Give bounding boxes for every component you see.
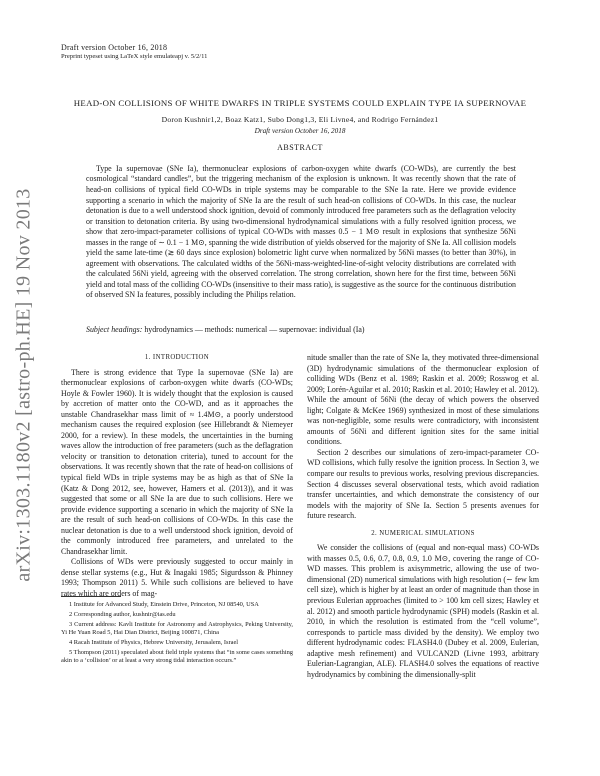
arxiv-stamp-text: arXiv:1303.1180v2 [astro-ph.HE] 19 Nov 2013 <box>12 188 35 582</box>
footnote: 3 Current address: Kavli Institute for Astronomy and Astrophysics, Peking University, Yi He Yuan Road 5, Hai Dian District, Beijing 100871, China <box>61 620 293 637</box>
author-list: Doron Kushnir1,2, Boaz Katz1, Subo Dong1,3, Eli Livne4, and Rodrigo Fernández1 <box>161 115 439 124</box>
intro-paragraph-3: nitude smaller than the rate of SNe Ia, they motivated three-dimensional (3D) hydrodynamic simulations of the thermonuclear explosion of colliding WDs (Benz et al. 1989; Raskin et al. 2009; Rosswog et al. 2009; Lorén-Aguilar et al. 2010; Raskin et al. 2010; Hawley et al. 2012). While the amount of 56Ni (the decay of which powers the observed light; Colgate & McKee 1969) synthesized in most of these simulations was non-negligible, some results were contradictory, with inconsistent amounts of 56Ni and different ignition sites for the same initial conditions. <box>307 353 539 447</box>
abstract-text: Type Ia supernovae (SNe Ia), thermonuclear explosions of carbon-oxygen white dwarfs (CO-WDs), are currently the best cosmological “standard candles”, but the triggering mechanism of the explosion is unknown. It was recently shown that the rate of head-on collisions of typical field CO-WDs in triple systems may be comparable to the SNe Ia rate. Here we provide evidence supporting a scenario in which the majority of SNe Ia are the result of such head-on collisions of CO-WDs. In this case, the nuclear detonation is due to a well understood shock ignition, devoid of commonly introduced free parameters such as the deflagration velocity or transition to detonation criteria. By using two-dimensional hydrodynamical simulations with a fully resolved ignition process, we show that zero-impact-parameter collisions of typical CO-WDs with masses 0.5 − 1 M⊙ result in explosions that synthesize 56Ni masses in the range of ∼ 0.1 − 1 M⊙, spanning the wide distribution of yields observed for the majority of SNe Ia. All collision models yield the same late-time (≳ 60 days since explosion) bolometric light curve when normalized by 56Ni masses (to better than 30%), in agreement with observations. The calculated widths of the 56Ni-mass-weighted-line-of-sight velocity distributions are correlated with the calculated 56Ni yield, agreeing with the observed correlation. The strong correlation, shown here for the first time, between 56Ni yield and total mass of the colliding CO-WDs (insensitive to their mass ratio), is suggestive as the source for the continuous distribution of observed SN Ia features, possibly including the Philips relation. <box>86 163 516 300</box>
subject-list: hydrodynamics — methods: numerical — supernovae: individual (Ia) <box>144 325 365 334</box>
section-1-heading: 1. INTRODUCTION <box>144 354 210 361</box>
footnote: 4 Racah Institute of Physics, Hebrew University, Jerusalem, Israel <box>69 639 239 647</box>
footnote: 2 Corresponding author, kushnir@ias.edu <box>69 610 176 618</box>
intro-paragraph-4: Section 2 describes our simulations of zero-impact-parameter CO-WD collisions, which fully resolve the ignition process. In Section 3, we compare our results to previous works, resolving previous discrepancies. Section 4 discusses several observational tests, which avoid radiation transfer uncertainties, and which demonstrate the consistency of our models with the majority of SNe Ia. Section 5 presents avenues for future research. <box>307 447 539 521</box>
section-2-heading: 2. NUMERICAL SIMULATIONS <box>371 529 475 537</box>
intro-paragraph-1: There is strong evidence that Type Ia supernovae (SNe Ia) are thermonuclear explosions of carbon-oxygen white dwarfs (CO-WDs; Hoyle & Fowler 1960). It is widely thought that the explosion is caused by accretion of matter onto the CO-WD, and as it approaches the unstable Chandrasekhar mass limit of ≈ 1.4M⊙, a poorly understood mechanism causes the required explosion (see Hillebrandt & Niemeyer 2000, for a review). In these models, the uncertainties in the burning waves allow the introduction of free parameters (such as the deflagration velocity or transition to detonation criteria), tuned to account for the observations. It was recently shown that the rate of head-on collisions of typical field WDs in triple systems may be as high as that of SNe Ia (Katz & Dong 2012, see, however, Hamers et al. (2013)), and it was suggested that some or all SNe Ia are due to such collisions. Here we provide evidence supporting a scenario in which the majority of SNe Ia are the result of such head-on collisions of CO-WDs. In this case the nuclear detonation is due to a well understood shock ignition, devoid of the commonly introduced free parameters, and unrelated to the Chandrasekhar limit. <box>61 367 293 556</box>
footnotes <box>61 601 293 667</box>
right-column <box>307 353 539 680</box>
footnote: 5 Thompson (2011) speculated about field triple systems that “in some cases something akin to a ‘collision’ or at least a very strong tidal interaction occurs.” <box>61 649 293 665</box>
subject-label: Subject headings: <box>86 325 143 334</box>
draft-date: Draft version October 16, 2018 <box>254 127 346 135</box>
paper-title: HEAD-ON COLLISIONS OF WHITE DWARFS IN TRIPLE SYSTEMS COULD EXPLAIN TYPE IA SUPERNOVAE <box>73 98 527 108</box>
intro-paragraph-2: Collisions of WDs were previously suggested to occur mainly in dense stellar systems (e.g., Hut & Inagaki 1985; Sigurdsson & Phinney 1993; Thompson 2011) 5. While such collisions are believed to have rates which are orders of mag- <box>61 557 293 599</box>
subject-headings <box>86 325 516 334</box>
preprint-note: Preprint typeset using LaTeX style emulateapj v. 5/2/11 <box>61 53 208 60</box>
abstract-heading: ABSTRACT <box>277 143 323 152</box>
footnote-rule <box>61 596 121 597</box>
numerical-paragraph-1: We consider the collisions of (equal and non-equal mass) CO-WDs with masses 0.5, 0.6, 0.7, 0.8, 0.9, 1.0 M⊙, covering the range of CO-WD masses. This problem is axisymmetric, allowing the use of two-dimensional (2D) numerical simulations with high resolution (∼ few km cell size), which is higher by at least an order of magnitude than those in previous Eulerian approaches (limited to > 100 km cell sizes; Hawley et al. 2012) and smooth particle hydrodynamic (SPH) models (Raskin et al. 2010, in which the resolution is estimated from the “cell volume”, corresponds to particle mass divided by the density). We employ two different hydrodynamic codes: FLASH4.0 (Dubey et al. 2009, Eulerian, adaptive mesh refinement) and VULCAN2D (Livne 1993, arbitrary Eulerian-Lagrangian, ALE). FLASH4.0 solves the equations of reactive hydrodynamics by combining the dimensionally-split <box>307 543 539 679</box>
arxiv-stamp <box>12 150 36 620</box>
draft-version-header: Draft version October 16, 2018 <box>61 43 168 52</box>
left-column <box>61 353 293 600</box>
footnote: 1 Institute for Advanced Study, Einstein Drive, Princeton, NJ 08540, USA <box>69 601 259 608</box>
